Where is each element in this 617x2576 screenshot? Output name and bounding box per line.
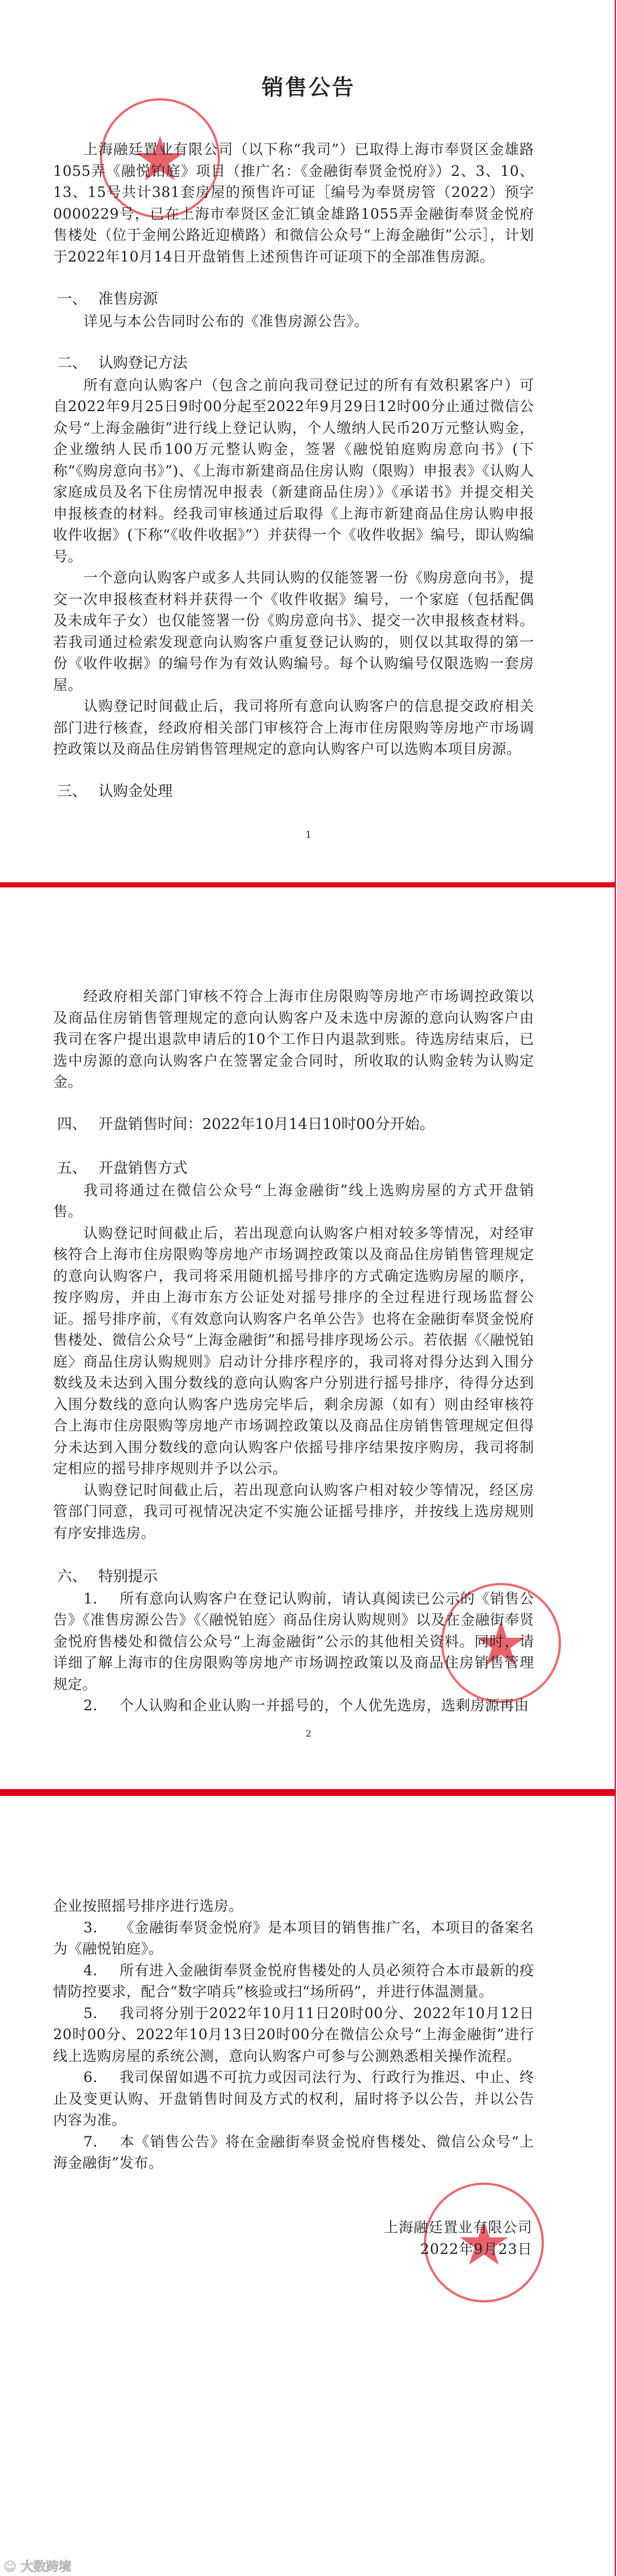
signature-date: 2022年9月23日 [420, 2240, 532, 2257]
section-heading: 一、 准售房源 [57, 291, 158, 308]
tip-item: 5. 我司将分别于2022年10月11日20时00分、2022年10月12日20时00分、2022年10月13日20时00分在微信公众号“上海金融街”进行线上选购房屋的系统公测，意向认购客户可参与公测熟悉相关操作流程。 [53, 2004, 534, 2064]
section-heading: 五、 开盘销售方式 [57, 1160, 188, 1177]
paragraph: 企业按照摇号排序进行选房。 [53, 1898, 243, 1914]
section-heading: 四、 开盘销售时间：2022年10月14日10时00分开始。 [57, 1115, 435, 1133]
paragraph: 认购登记时间截止后，若出现意向认购客户相对较少等情况，经区房管部门同意，我司可视情况决定不实施公证摇号排序，并按线上选房规则有序安排选房。 [53, 1481, 534, 1541]
intro-paragraph: 上海融廷置业有限公司（以下称“我司”）已取得上海市奉贤区金雄路1055弄《融悦铂庭》项目（推广名：《金融街奉贤金悦府》）2、3、10、13、15号共计381套房屋的预售许可证［编号为奉贤房管（2022）预字0000229号，已在上海市奉贤区金汇镇金雄路1055弄金融街奉贤金悦府售楼处（位于金闸公路近迎横路）和微信公众号“上海金融街”公示］，计划于2022年10月14日开盘销售上述预售许可证项下的全部准售房源。 [53, 141, 534, 265]
page-separator [0, 1789, 616, 1796]
paragraph: 我司将通过在微信公众号“上海金融街”线上选购房屋的方式开盘销售。 [53, 1181, 534, 1220]
tip-item: 2. 个人认购和企业认购一并摇号的，个人优先选房，选剩房源再由 [83, 1697, 529, 1714]
paragraph: 详见与本公告同时公布的《准售房源公告》。 [83, 312, 369, 329]
tip-item: 1. 所有意向认购客户在登记认购前，请认真阅读已公示的《销售公告》《准售房源公告》《〈融悦铂庭〉商品住房认购规则》以及在金融街奉贤金悦府售楼处和微信公众号“上海金融街”公示的其他相关资料。同时，请详细了解上海市的住房限购等房地产市场调控政策以及商品住房销售管理规定。 [53, 1590, 534, 1693]
paragraph: 认购登记时间截止后，我司将所有意向认购客户的信息提交政府相关部门进行核查，经政府相关部门审核符合上海市住房限购等房地产市场调控政策以及商品住房销售管理规定的意向认购客户可以选购本项目房源。 [53, 698, 534, 757]
paragraph: 一个意向认购客户或多人共同认购的仅能签署一份《购房意向书》，提交一次申报核查材料并获得一个《收件收据》编号，一个家庭（包括配偶及未成年子女）也仅能签署一份《购房意向书》、提交一次申报核查材料。若我司通过检索发现意向认购客户重复登记认购的，则仅以其取得的第一份《收件收据》的编号作为有效认购编号。每个认购编号仅限选购一套房屋。 [53, 569, 534, 693]
tip-item: 4. 所有进入金融街奉贤金悦府售楼处的人员必须符合本市最新的疫情防控要求，配合“数字哨兵”核验或扫“场所码”，并进行体温测量。 [53, 1962, 534, 2000]
section-heading: 二、 认购登记方法 [57, 355, 188, 372]
section-heading: 三、 认购金处理 [57, 782, 173, 800]
paragraph: 所有意向认购客户（包含之前向我司登记过的所有有效积累客户）可自2022年9月25日9时00分起至2022年9月29日12时00分止通过微信公众号“上海金融街”进行线上登记认购，个人缴纳人民币20万元整认购金，企业缴纳人民币100万元整认购金，签署《融悦铂庭购房意向书》(下称“《购房意向书》”)、《上海市新建商品住房认购（限购）申报表》《认购人家庭成员及名下住房情况申报表（新建商品住房）》《承诺书》并提交相关申报核查的材料。经我司审核通过后取得《上海市新建商品住房认购申报收件收据》(下称“《收件收据》”）并获得一个《收件收据》编号，即认购编号。 [53, 376, 534, 565]
watermark: ☺ 大数跨境 [3, 2560, 71, 2574]
page-3 [0, 1796, 617, 2576]
watermark-logo-icon: ☺ [3, 2560, 21, 2574]
document-title: 销售公告 [261, 74, 355, 100]
signature-company: 上海融廷置业有限公司 [383, 2219, 532, 2236]
page-separator [0, 882, 616, 887]
page-1 [0, 0, 617, 882]
page-number: 2 [305, 1727, 312, 1739]
paragraph: 经政府相关部门审核不符合上海市住房限购等房地产市场调控政策以及商品住房销售管理规定的意向认购客户及未选中房源的意向认购客户由我司在客户提出退款申请后的10个工作日内退款到账。待选房结束后，已选中房源的意向认购客户在签署定金合同时，所收取的认购金转为认购定金。 [53, 988, 534, 1090]
page-2 [0, 887, 617, 1789]
tip-item: 3. 《金融街奉贤金悦府》是本项目的销售推广名，本项目的备案名为《融悦铂庭》。 [53, 1919, 534, 1957]
section-heading: 六、 特别提示 [57, 1568, 158, 1585]
page-number: 1 [305, 829, 312, 840]
tip-item: 7. 本《销售公告》将在金融街奉贤金悦府售楼处、微信公众号“上海金融街”发布。 [53, 2133, 534, 2171]
tip-item: 6. 我司保留如遇不可抗力或因司法行为、行政行为推迟、中止、终止及变更认购、开盘销售时间及方式的权利，届时将予以公告，并以公告内容为准。 [53, 2069, 534, 2128]
paragraph: 认购登记时间截止后，若出现意向认购客户相对较多等情况，对经审核符合上海市住房限购等房地产市场调控政策以及商品住房销售管理规定的意向认购客户，我司将采用随机摇号排序的方式确定选购房屋的顺序，按序购房，并由上海市东方公证处对摇号排序的全过程进行现场监督公证。摇号排序前，《有效意向认购客户名单公告》也将在金融街奉贤金悦府售楼处、微信公众号“上海金融街”和摇号排序现场公示。若依据《〈融悦铂庭〉商品住房认购规则》启动计分排序程序的，我司将对得分达到入围分数线及未达到入围分数线的意向认购客户分别进行摇号排序，待得分达到入围分数线的意向认购客户选房完毕后，剩余房源（如有）则由经审核符合上海市住房限购等房地产市场调控政策以及商品住房销售管理规定但得分未达到入围分数线的意向认购客户依摇号排序结果按序购房，我司将制定相应的摇号排序规则并予以公示。 [53, 1224, 534, 1477]
